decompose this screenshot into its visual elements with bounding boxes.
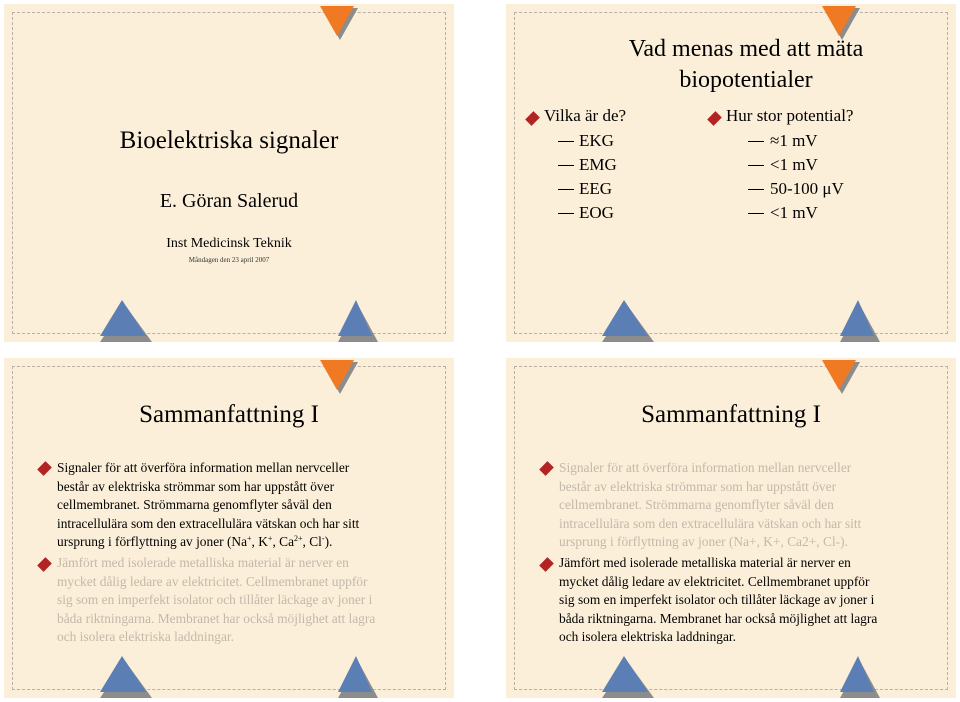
- paragraph-2: [559, 554, 929, 647]
- bullet-icon: [707, 111, 722, 126]
- dash-icon: [748, 213, 764, 214]
- list-item: EEG: [579, 179, 613, 198]
- bottom-triangle-icon: [100, 656, 154, 698]
- paragraph-line: Signaler för att överföra information mellan nervceller: [57, 460, 350, 475]
- bottom-triangle-icon: [840, 300, 880, 342]
- slide-title-line-1: Vad menas med att mäta: [628, 36, 864, 62]
- slide-2: [506, 4, 956, 342]
- left-heading: Vilka är de?: [544, 106, 627, 125]
- paragraph-line: ursprung i förflyttning av joner (Na+, K+, Ca2+, Cl-).: [559, 534, 848, 549]
- list-item: 50-100 μV: [770, 179, 844, 198]
- dash-icon: [748, 141, 764, 142]
- bottom-triangle-icon: [840, 656, 880, 698]
- paragraph-line: cellmembranet. Strömmarna genomflyter såväl den: [57, 497, 332, 512]
- author: E. Göran Salerud: [159, 190, 299, 212]
- paragraph-line: sig som en imperfekt isolator och tillåter läckage av joner i: [57, 592, 373, 607]
- slide-1: [4, 4, 454, 342]
- list-item: ≈1 mV: [770, 131, 818, 150]
- paragraph-line: mycket dålig ledare av elektricitet. Cellmembranet uppför: [57, 573, 368, 589]
- institution: Inst Medicinsk Teknik: [166, 236, 292, 251]
- list-item: EOG: [579, 203, 614, 222]
- bullet-icon: [539, 557, 554, 572]
- bullet-icon: [539, 461, 554, 476]
- slide-title: Sammanfattning I: [641, 401, 821, 428]
- paragraph-line: intracellulära som den extracellulära vätskan och har sitt: [57, 515, 360, 531]
- bullet-icon: [525, 111, 540, 126]
- list-item: <1 mV: [770, 155, 818, 174]
- slide-4: [506, 358, 956, 698]
- dash-icon: [558, 213, 574, 214]
- dash-icon: [748, 189, 764, 190]
- slide-title: Bioelektriska signaler: [119, 127, 339, 154]
- paragraph-line: består av elektriska strömmar som har uppstått över: [57, 478, 335, 494]
- paragraph-1: [559, 459, 929, 552]
- paragraph-line: cellmembranet. Strömmarna genomflyter såväl den: [559, 497, 834, 512]
- paragraph-line: mycket dålig ledare av elektricitet. Cellmembranet uppför: [559, 573, 870, 589]
- top-triangle-icon: [320, 6, 364, 44]
- paragraph-line: Jämfört med isolerade metalliska material är nerver en: [559, 555, 851, 570]
- list-item: EMG: [579, 155, 617, 174]
- list-item: EKG: [579, 131, 614, 150]
- top-triangle-icon: [822, 360, 866, 398]
- paragraph-line: båda riktningarna. Membranet har också möjlighet att lagra: [57, 610, 376, 626]
- slide-3: [4, 358, 454, 698]
- paragraph-line: Jämfört med isolerade metalliska material är nerver en: [57, 555, 349, 570]
- paragraph-line: intracellulära som den extracellulära vätskan och har sitt: [559, 515, 862, 531]
- right-heading: Hur stor potential?: [726, 106, 854, 125]
- bottom-triangle-icon: [338, 300, 378, 342]
- bottom-triangle-icon: [602, 656, 656, 698]
- paragraph-line: ursprung i förflyttning av joner (Na+, K+, $Ca^{2+}$, Cl-).: [57, 534, 333, 549]
- bullet-icon: [37, 461, 52, 476]
- bottom-triangle-icon: [100, 300, 154, 342]
- paragraph-2: [57, 554, 427, 647]
- bullet-icon: [37, 557, 52, 572]
- list-item: <1 mV: [770, 203, 818, 222]
- dash-icon: [748, 165, 764, 166]
- dash-icon: [558, 165, 574, 166]
- paragraph-line: och isolera elektriska laddningar.: [559, 629, 736, 644]
- slide-title: Sammanfattning I: [139, 401, 319, 428]
- paragraph-1: [57, 459, 427, 552]
- top-triangle-icon: [320, 360, 364, 398]
- bottom-triangle-icon: [338, 656, 378, 698]
- paragraph-line: och isolera elektriska laddningar.: [57, 629, 234, 644]
- paragraph-line: Signaler för att överföra information mellan nervceller: [559, 460, 852, 475]
- paragraph-line: består av elektriska strömmar som har uppstått över: [559, 478, 837, 494]
- paragraph-line: sig som en imperfekt isolator och tillåter läckage av joner i: [559, 592, 875, 607]
- paragraph-line: båda riktningarna. Membranet har också möjlighet att lagra: [559, 610, 878, 626]
- dash-icon: [558, 189, 574, 190]
- slide-title-line-2: biopotentialer: [679, 67, 813, 93]
- dash-icon: [558, 141, 574, 142]
- bottom-triangle-icon: [602, 300, 656, 342]
- date: Måndagen den 23 april 2007: [188, 256, 270, 264]
